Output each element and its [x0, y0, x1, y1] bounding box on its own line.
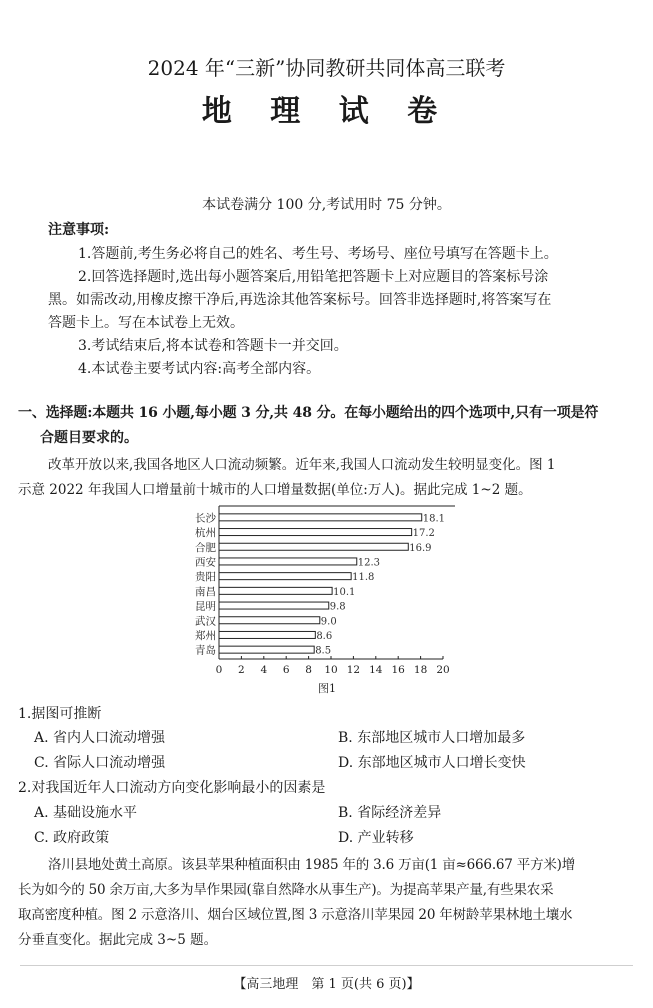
q1-option-a: A. 省内人口流动增强	[34, 730, 166, 746]
chart-value-label: 18.1	[422, 513, 445, 525]
q1-option-c: C. 省际人口流动增强	[34, 755, 166, 771]
chart-category-label: 西安	[195, 556, 216, 569]
chart-x-tick-label: 2	[238, 664, 245, 676]
notice-line: 4.本试卷主要考试内容:高考全部内容。	[78, 361, 321, 377]
chart-value-label: 11.8	[352, 572, 375, 584]
chart-value-label: 9.0	[320, 616, 337, 628]
chart-x-tick-label: 0	[215, 664, 223, 676]
q2-option-d: D. 产业转移	[338, 830, 414, 846]
population-increase-chart	[180, 500, 480, 700]
chart-x-tick-label: 12	[346, 664, 361, 676]
chart-bar	[219, 587, 332, 594]
notice-line: 1.答题前,考生务必将自己的姓名、考生号、考场号、座位号填写在答题卡上。	[78, 246, 558, 262]
chart-value-label: 10.1	[333, 586, 356, 598]
chart-category-label: 杭州	[195, 527, 216, 540]
chart-bar	[219, 602, 329, 609]
q1-option-b: B. 东部地区城市人口增加最多	[338, 730, 526, 746]
q2-option-c: C. 政府政策	[34, 830, 110, 846]
chart-bar	[219, 529, 412, 536]
chart-category-label: 昆明	[195, 600, 216, 613]
chart-x-tick-label: 10	[324, 664, 338, 676]
chart-category-label: 长沙	[195, 512, 216, 525]
chart-category-label: 郑州	[195, 629, 216, 642]
passage1-line: 改革开放以来,我国各地区人口流动频繁。近年来,我国人口流动发生较明显变化。图 1	[48, 457, 556, 473]
page-footer: 【高三地理 第 1 页(共 6 页)】	[233, 977, 420, 992]
passage2-line: 取高密度种植。图 2 示意洛川、烟台区域位置,图 3 示意洛川苹果园 20 年树龄苹果林地土壤水	[18, 907, 573, 923]
chart-value-label: 8.6	[316, 630, 333, 642]
chart-value-label: 16.9	[409, 542, 432, 554]
chart-bar	[219, 543, 408, 550]
chart-x-tick-label: 14	[369, 664, 383, 676]
notice-line: 答题卡上。写在本试卷上无效。	[48, 315, 244, 331]
chart-category-label: 武汉	[195, 615, 216, 628]
chart-category-label: 贵阳	[195, 571, 216, 584]
chart-bar	[219, 514, 422, 521]
chart-value-label: 9.8	[329, 601, 346, 613]
question-2-stem: 2.对我国近年人口流动方向变化影响最小的因素是	[18, 780, 326, 796]
notice-line: 2.回答选择题时,选出每小题答案后,用铅笔把答题卡上对应题目的答案标号涂	[78, 269, 549, 285]
notice-title: 注意事项:	[48, 222, 110, 238]
section-heading-cont: 合题目要求的。	[40, 430, 138, 446]
chart-category-label: 青岛	[195, 644, 216, 657]
notice-line: 黑。如需改动,用橡皮擦干净后,再选涂其他答案标号。回答非选择题时,将答案写在	[48, 292, 552, 308]
chart-bar	[219, 617, 320, 624]
chart-category-label: 合肥	[195, 541, 216, 554]
q1-option-d: D. 东部地区城市人口增长变快	[338, 755, 526, 771]
chart-bar	[219, 631, 315, 638]
chart-x-tick-label: 6	[282, 664, 290, 676]
chart-x-tick-label: 4	[260, 664, 268, 676]
passage2-line: 长为如今的 50 余万亩,大多为旱作果园(靠自然降水从事生产)。为提高苹果产量,有些果农采	[18, 882, 554, 898]
q2-option-b: B. 省际经济差异	[338, 805, 442, 821]
chart-x-tick-label: 16	[391, 664, 405, 676]
notice-line: 3.考试结束后,将本试卷和答题卡一并交回。	[78, 338, 348, 354]
chart-bar	[219, 646, 314, 653]
footer-divider	[20, 965, 633, 966]
chart-value-label: 17.2	[412, 528, 435, 540]
q2-option-a: A. 基础设施水平	[34, 805, 138, 821]
chart-bar	[219, 573, 351, 580]
section-heading: 一、选择题:本题共 16 小题,每小题 3 分,共 48 分。在每小题给出的四个选项中,只有一项是符	[18, 405, 599, 421]
passage1-line: 示意 2022 年我国人口增量前十城市的人口增量数据(单位:万人)。据此完成 1~2 题。	[18, 482, 532, 498]
chart-category-label: 南昌	[195, 585, 216, 598]
chart-x-tick-label: 20	[436, 664, 450, 676]
question-1-stem: 1.据图可推断	[18, 706, 102, 722]
subject-title: 地 理 试 卷	[201, 94, 452, 129]
chart-title: 图1	[318, 682, 336, 695]
chart-value-label: 12.3	[357, 557, 381, 569]
passage2-line: 洛川县地处黄土高原。该县苹果种植面积由 1985 年的 3.6 万亩(1 亩≈666.67 平方米)增	[48, 857, 576, 873]
exam-title: 2024 年“三新”协同教研共同体高三联考	[147, 56, 506, 80]
chart-bar	[219, 558, 357, 565]
passage2-line: 分垂直变化。据此完成 3~5 题。	[18, 932, 218, 948]
chart-value-label: 8.5	[315, 645, 332, 657]
chart-x-tick-label: 18	[413, 664, 428, 676]
score-note: 本试卷满分 100 分,考试用时 75 分钟。	[202, 197, 451, 213]
chart-x-tick-label: 8	[305, 664, 312, 676]
